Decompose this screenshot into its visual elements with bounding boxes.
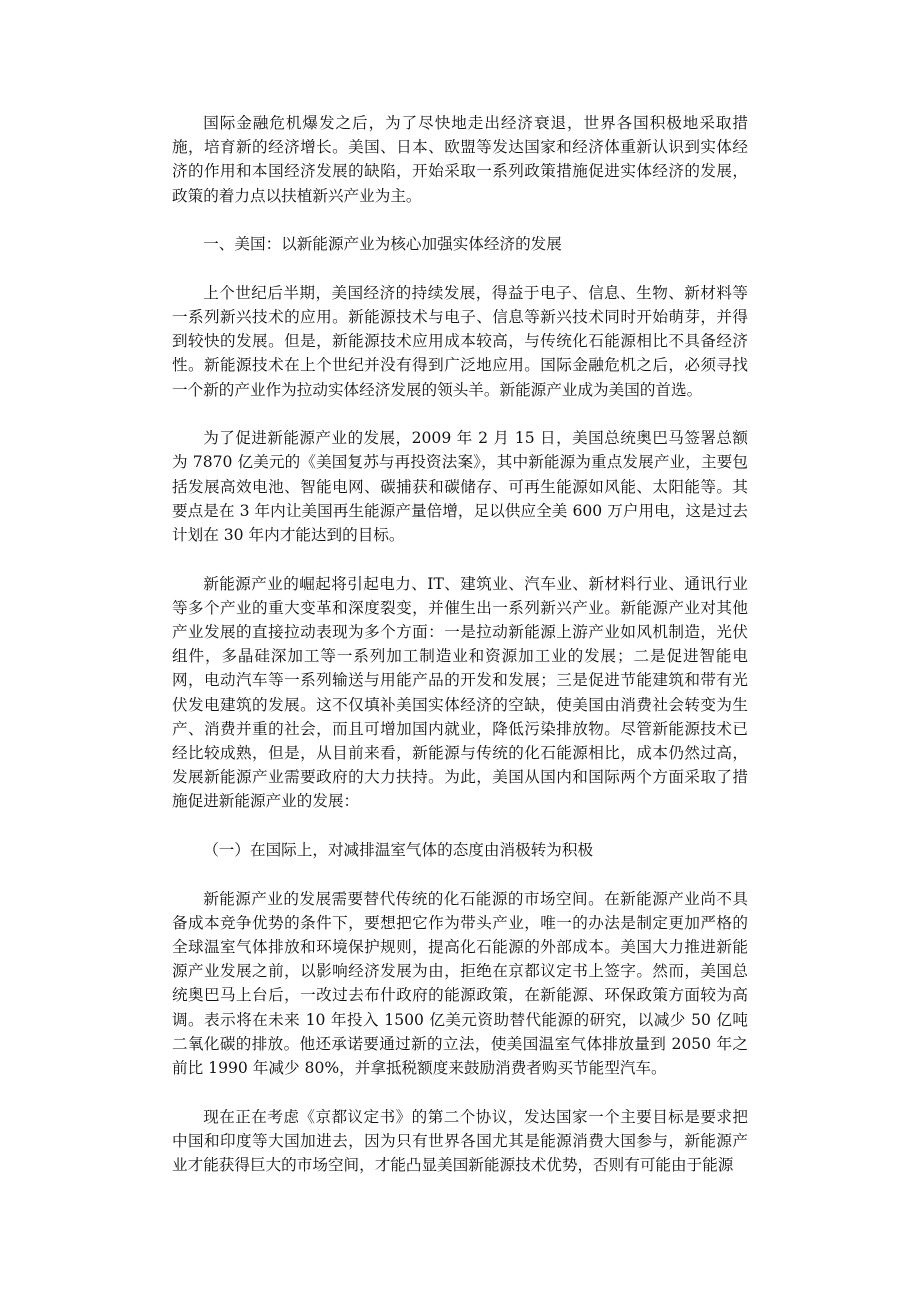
- subsection-heading-international: （一）在国际上，对减排温室气体的态度由消极转为积极: [203, 841, 594, 860]
- section-heading-usa: 一、美国：以新能源产业为核心加强实体经济的发展: [203, 235, 562, 254]
- body-paragraph: 新能源产业的崛起将引起电力、IT、建筑业、汽车业、新材料行业、通讯行业等多个产业的重大变革和深度裂变，并催生出一系列新兴产业。新能源产业对其他产业发展的直接拉动表现为多个方面：一是拉动新能源上游产业如风机制造，光伏组件，多晶硅深加工等一系列加工制造业和资源加工业的发展；二是促进智能电网，电动汽车等一系列输送与用能产品的开发和发展；三是促进节能建筑和带有光伏发电建筑的发展。这不仅填补美国实体经济的空缺，使美国由消费社会转变为生产、消费并重的社会，而且可增加国内就业，降低污染排放物。尽管新能源技术已经比较成熟，但是，从目前来看，新能源与传统的化石能源相比，成本仍然过高，发展新能源产业需要政府的大力扶持。为此，美国从国内和国际两个方面采取了措施促进新能源产业的发展：: [172, 574, 748, 811]
- document-body: [172, 111, 748, 1202]
- intro-paragraph: 国际金融危机爆发之后，为了尽快地走出经济衰退，世界各国积极地采取措施，培育新的经济增长。美国、日本、欧盟等发达国家和经济体重新认识到实体经济的作用和本国经济发展的缺陷，开始采取一系列政策措施促进实体经济的发展，政策的着力点以扶植新兴产业为主。: [172, 114, 748, 205]
- body-paragraph: 现在正在考虑《京都议定书》的第二个协议，发达国家一个主要目标是要求把中国和印度等大国加进去，因为只有世界各国尤其是能源消费大国参与，新能源产业才能获得巨大的市场空间，才能凸显美国新能源技术优势，否则有可能由于能源: [172, 1107, 748, 1175]
- body-paragraph: 上个世纪后半期，美国经济的持续发展，得益于电子、信息、生物、新材料等一系列新兴技术的应用。新能源技术与电子、信息等新兴技术同时开始萌芽，并得到较快的发展。但是，新能源技术应用成本较高，与传统化石能源相比不具备经济性。新能源技术在上个世纪并没有得到广泛地应用。国际金融危机之后，必须寻找一个新的产业作为拉动实体经济发展的领头羊。新能源产业成为美国的首选。: [172, 283, 748, 399]
- body-paragraph: 新能源产业的发展需要替代传统的化石能源的市场空间。在新能源产业尚不具备成本竞争优势的条件下，要想把它作为带头产业，唯一的办法是制定更加严格的全球温室气体排放和环境保护规则，提高化石能源的外部成本。美国大力推进新能源产业发展之前，以影响经济发展为由，拒绝在京都议定书上签字。然而，美国总统奥巴马上台后，一改过去布什政府的能源政策，在新能源、环保政策方面较为高调。表示将在未来 10 年投入 1500 亿美元资助替代能源的研究，以减少 50 亿吨二氧化碳的排放。他还承诺要通过新的立法，使美国温室气体排放量到 2050 年之前比 1990 年减少 80%，并拿抵税额度来鼓励消费者购买节能型汽车。: [172, 889, 748, 1078]
- body-paragraph: 为了促进新能源产业的发展，2009 年 2 月 15 日，美国总统奥巴马签署总额为 7870 亿美元的《美国复苏与再投资法案》，其中新能源为重点发展产业，主要包括发展高效电池、智能电网、碳捕获和碳储存、可再生能源如风能、太阳能等。其要点是在 3 年内让美国再生能源产量倍增，足以供应全美 600 万户用电，这是过去计划在 30 年内才能达到的目标。: [172, 429, 748, 545]
